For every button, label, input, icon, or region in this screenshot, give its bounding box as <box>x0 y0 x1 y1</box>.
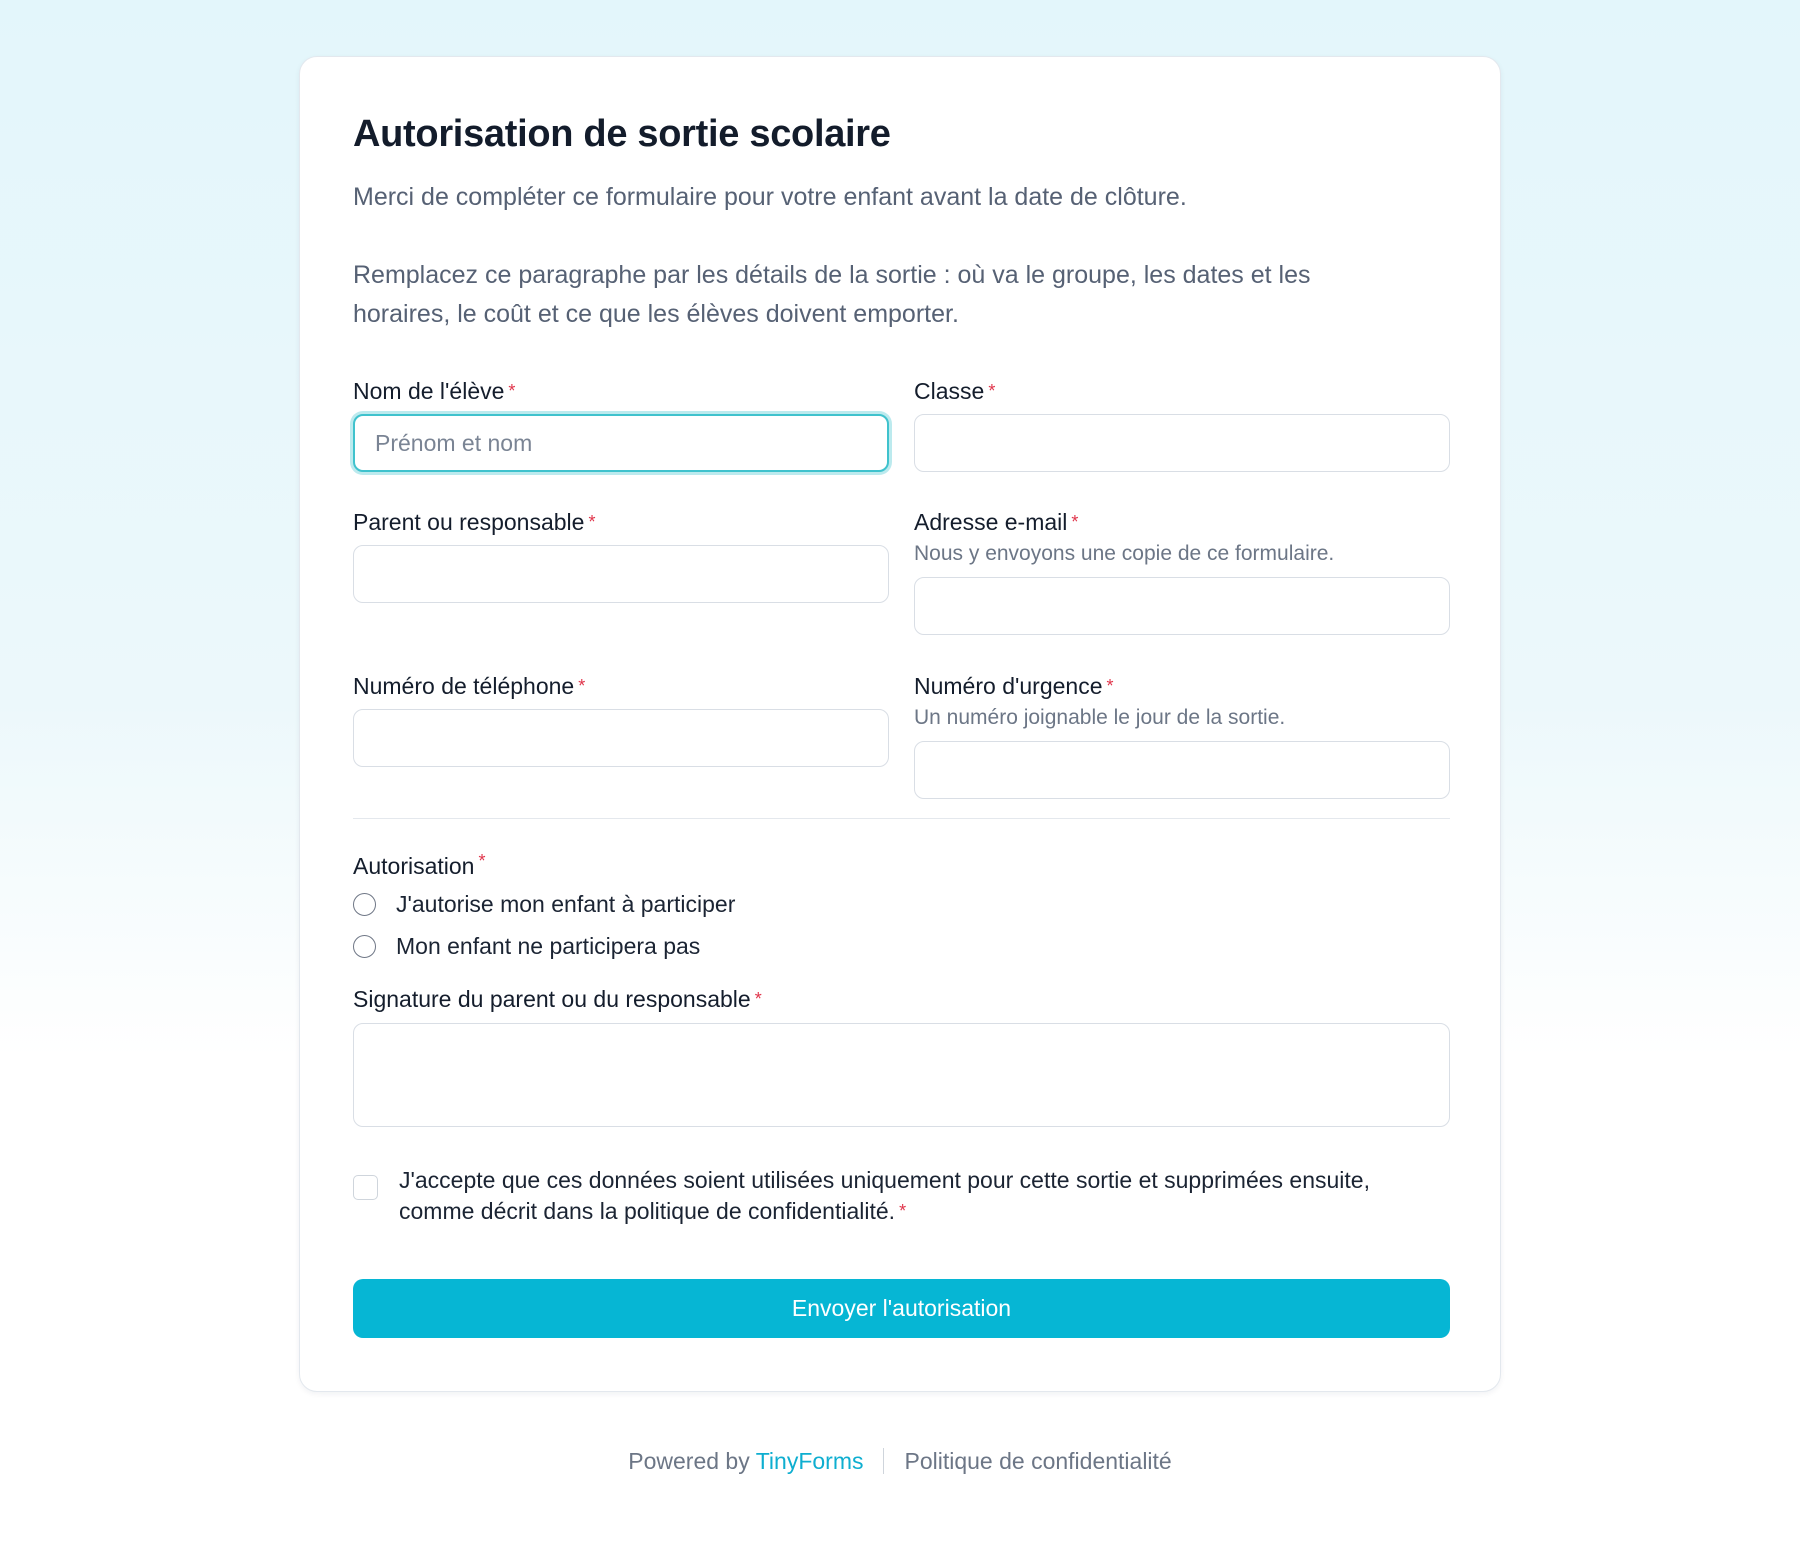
email-label: Adresse e-mail * <box>914 509 1079 535</box>
required-marker: * <box>508 381 516 401</box>
trip-details: Remplacez ce paragraphe par les détails de la sortie : où va le groupe, les dates et les horaires, le coût et ce que les élèves doivent emporter. <box>353 261 1311 328</box>
footer-separator <box>883 1448 884 1474</box>
form-subtitle: Merci de compléter ce formulaire pour votre enfant avant la date de clôture. <box>353 183 1187 211</box>
radio-button[interactable] <box>353 893 376 916</box>
footer <box>0 1443 1800 1479</box>
parent-field <box>353 507 889 603</box>
form-title: Autorisation de sortie scolaire <box>353 113 891 155</box>
email-hint: Nous y envoyons une copie de ce formulaire. <box>914 542 1335 565</box>
submit-button[interactable]: Envoyer l'autorisation <box>353 1279 1450 1338</box>
radio-option-authorize[interactable] <box>353 889 735 919</box>
class-input[interactable] <box>914 414 1450 472</box>
signature-label: Signature du parent ou du responsable * <box>353 986 762 1012</box>
required-marker: * <box>754 989 762 1009</box>
student-name-field <box>353 376 889 472</box>
required-marker: * <box>578 676 586 696</box>
emergency-hint: Un numéro joignable le jour de la sortie. <box>914 706 1286 729</box>
radio-option-label: Mon enfant ne participera pas <box>396 932 701 959</box>
email-input[interactable] <box>914 577 1450 635</box>
required-marker: * <box>588 512 596 532</box>
authorization-label: Autorisation <box>353 853 475 879</box>
signature-field <box>353 984 1450 1127</box>
email-field <box>914 507 1450 635</box>
radio-option-label: J'autorise mon enfant à participer <box>396 890 736 917</box>
required-marker: * <box>1106 676 1114 696</box>
class-label: Classe * <box>914 378 996 404</box>
phone-label: Numéro de téléphone * <box>353 673 586 699</box>
signature-input[interactable] <box>353 1023 1450 1127</box>
privacy-policy-link[interactable]: Politique de confidentialité <box>904 1447 1172 1474</box>
consent-checkbox[interactable] <box>353 1175 378 1200</box>
required-marker: * <box>988 381 996 401</box>
tinyforms-link[interactable]: TinyForms <box>755 1447 864 1474</box>
powered-by-text: Powered by <box>628 1447 750 1474</box>
student-name-label: Nom de l'élève * <box>353 378 516 404</box>
radio-option-decline[interactable] <box>353 931 700 961</box>
authorization-group <box>353 851 485 881</box>
form-card <box>299 56 1501 1392</box>
parent-label: Parent ou responsable * <box>353 509 596 535</box>
student-name-input[interactable] <box>353 414 889 472</box>
emergency-label: Numéro d'urgence * <box>914 673 1114 699</box>
radio-button[interactable] <box>353 935 376 958</box>
required-marker: * <box>1071 512 1079 532</box>
consent-text: J'accepte que ces données soient utilisées uniquement pour cette sortie et supprimées ensuite, comme décrit dans la politique de confidentialité. * <box>399 1167 1370 1224</box>
required-marker: * <box>899 1201 907 1221</box>
section-divider <box>353 818 1450 819</box>
parent-input[interactable] <box>353 545 889 603</box>
emergency-field <box>914 671 1450 799</box>
phone-field <box>353 671 889 767</box>
class-field <box>914 376 1450 472</box>
emergency-input[interactable] <box>914 741 1450 799</box>
required-marker: * <box>478 851 486 871</box>
phone-input[interactable] <box>353 709 889 767</box>
